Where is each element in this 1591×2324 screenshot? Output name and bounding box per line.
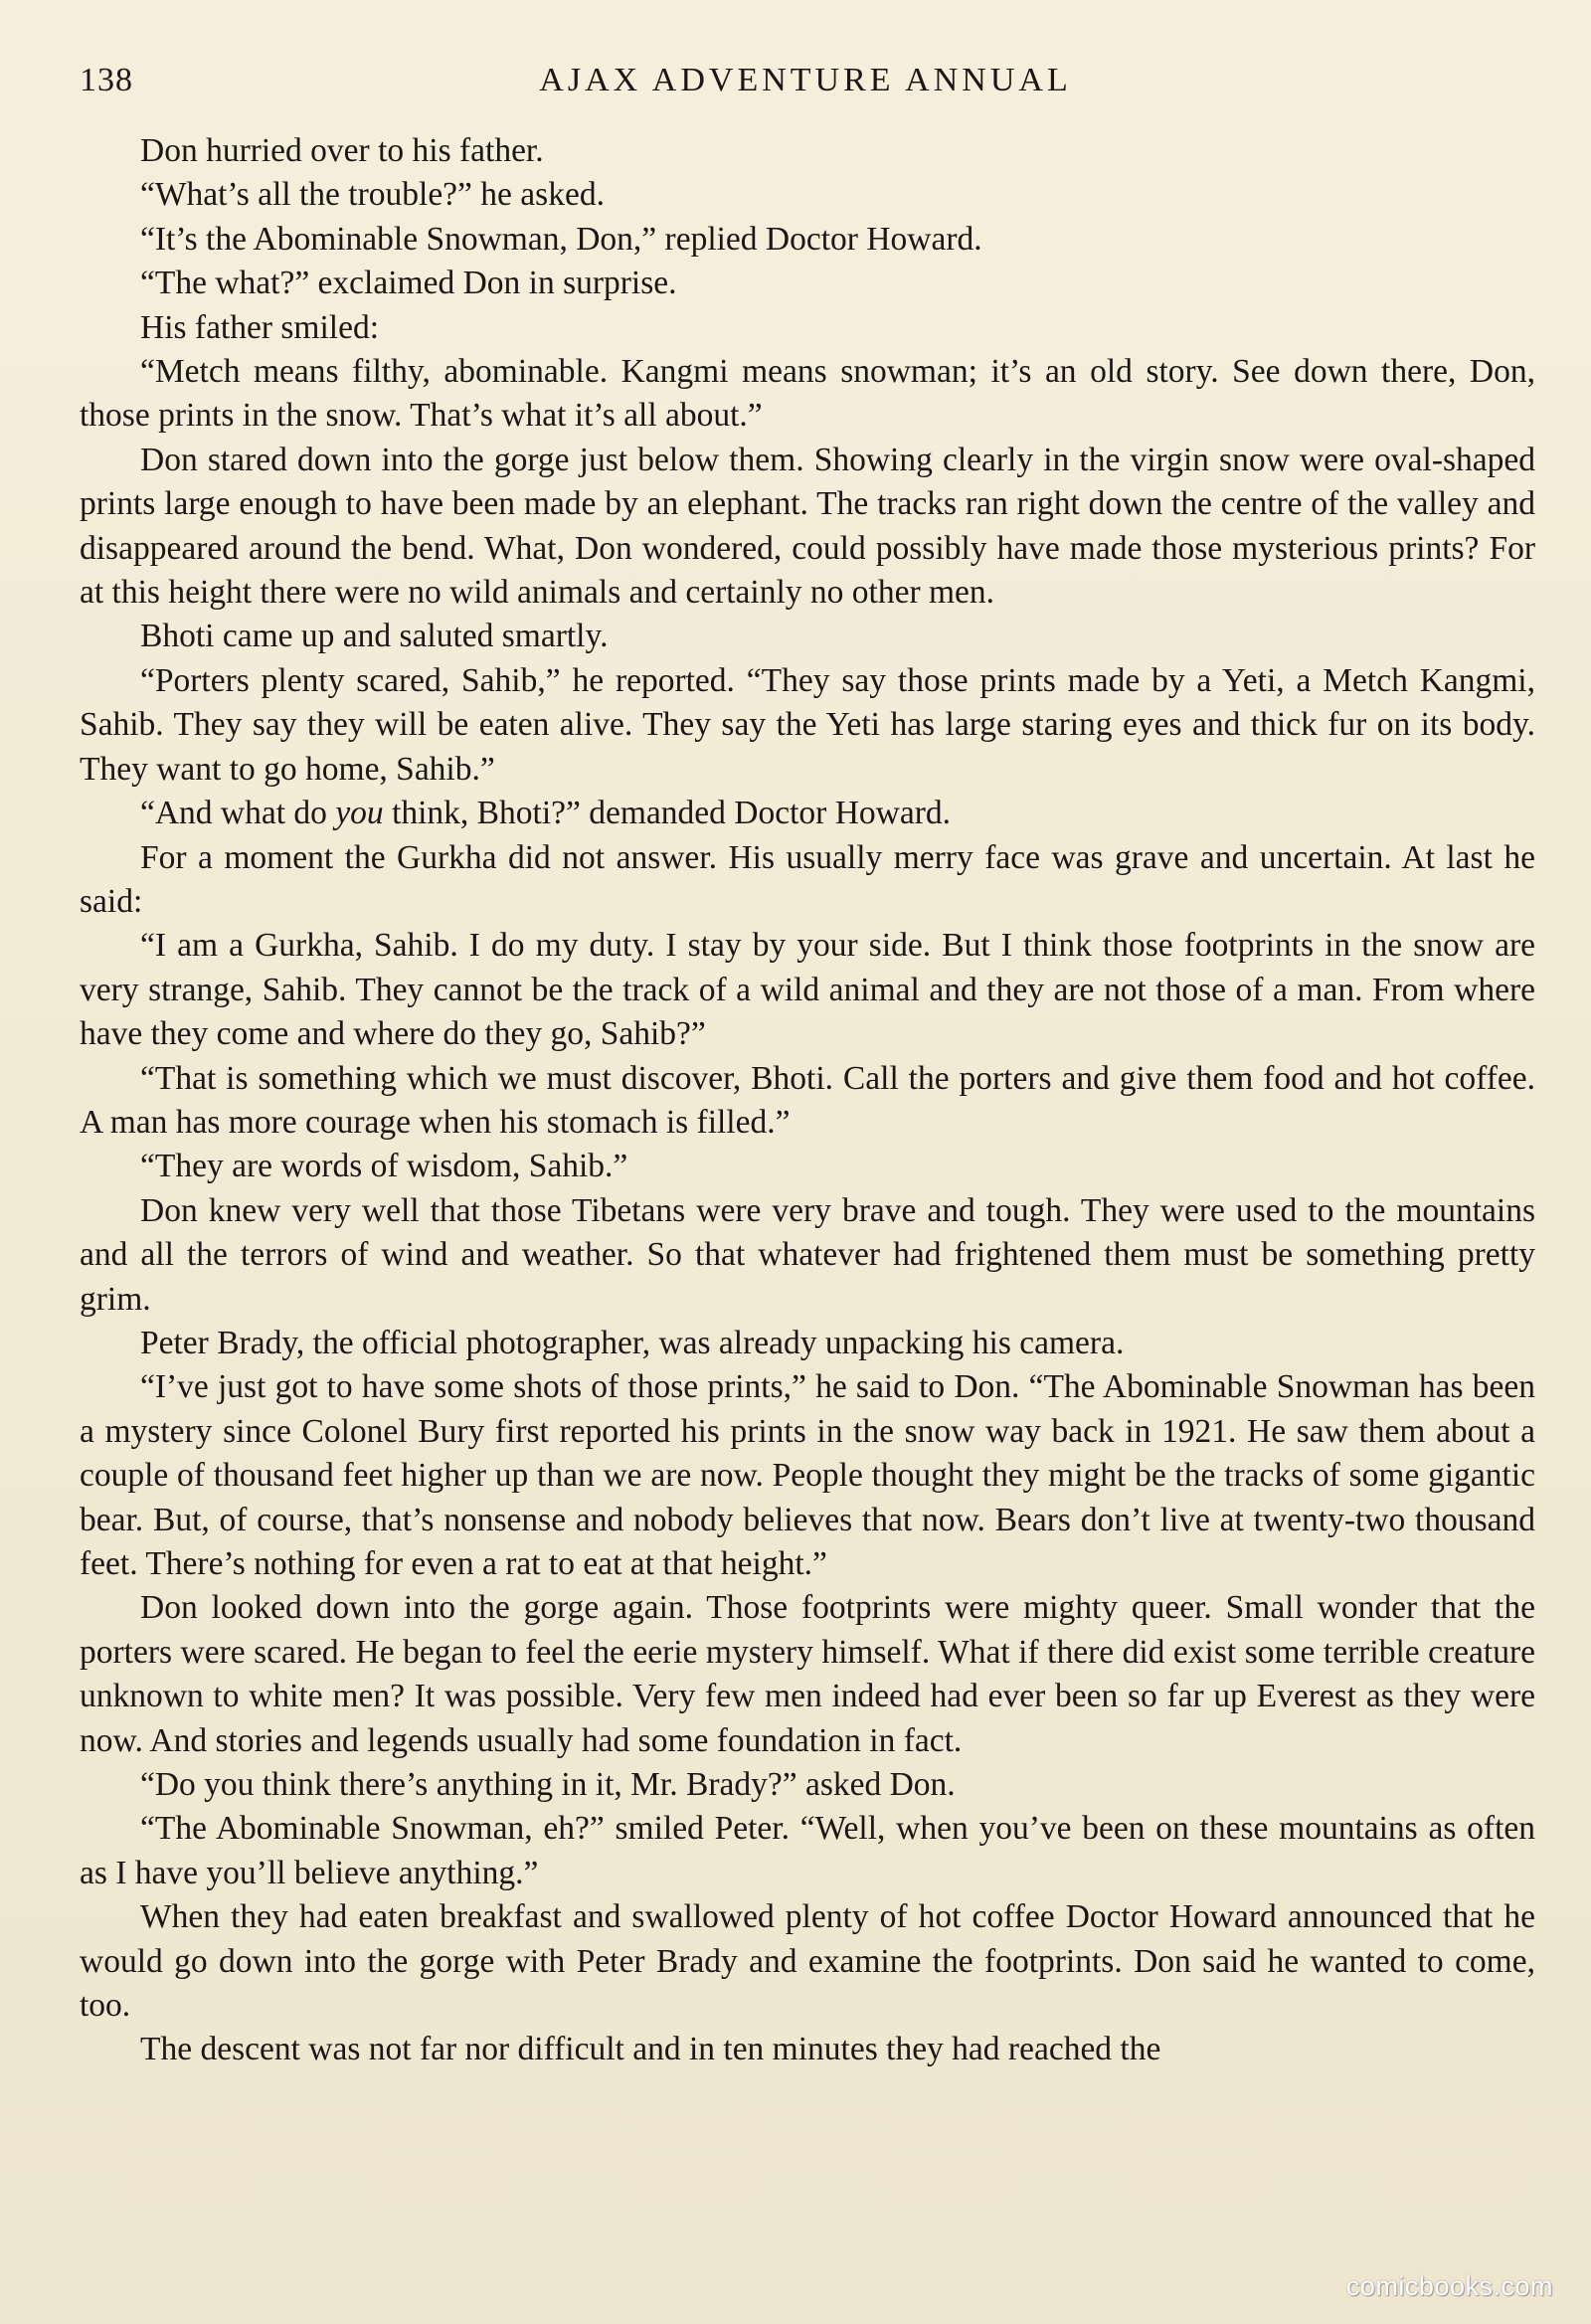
watermark: comicbooks.com	[1345, 2271, 1553, 2301]
paragraph: Bhoti came up and saluted smartly.	[140, 618, 609, 655]
paragraph: His father smiled:	[140, 308, 380, 346]
paragraph: Don looked down into the gorge again. Those footprints were mighty queer. Small wonder that the porters were scared. He began to feel the eerie mystery himself. What if there did exist some terrible creature unknown to white men? It was possible. Very few men indeed had ever been so far up Everest as they were now. And stories and legends usually had some foundation in fact.	[80, 1589, 1535, 1759]
paragraph-text: “And what do	[140, 795, 336, 832]
paragraph: “Do you think there’s anything in it, Mr. Brady?” asked Don.	[140, 1766, 956, 1804]
paragraph: Don knew very well that those Tibetans were very brave and tough. They were used to the mountains and all the terrors of wind and weather. So that whatever had frightened them must be something pretty grim.	[80, 1191, 1535, 1318]
running-head: AJAX ADVENTURE ANNUAL	[539, 62, 1072, 98]
paragraph	[80, 792, 1535, 835]
emphasis-text: you	[335, 795, 384, 832]
paragraph: The descent was not far nor difficult and in ten minutes they had reached the	[140, 2031, 1161, 2068]
paragraph: “It’s the Abominable Snowman, Don,” replied Doctor Howard.	[140, 220, 982, 258]
paragraph: “That is something which we must discover, Bhoti. Call the porters and give them food and hot coffee. A man has more courage when his stomach is filled.”	[80, 1059, 1535, 1141]
paragraph-text: think, Bhoti?” demanded Doctor Howard.	[383, 795, 951, 832]
page-header	[80, 62, 1531, 111]
paragraph: “The what?” exclaimed Don in surprise.	[140, 265, 677, 302]
page-number: 138	[80, 62, 133, 98]
body-text	[80, 129, 1535, 2072]
paragraph: “What’s all the trouble?” he asked.	[140, 176, 605, 214]
paragraph: Peter Brady, the official photographer, was already unpacking his camera.	[140, 1324, 1125, 1361]
paragraph: “Porters plenty scared, Sahib,” he reported. “They say those prints made by a Yeti, a Metch Kangmi, Sahib. They say they will be eaten alive. They say the Yeti has large staring eyes and thick fur on its body. They want to go home, Sahib.”	[80, 661, 1535, 788]
paragraph: For a moment the Gurkha did not answer. His usually merry face was grave and uncertain. At last he said:	[80, 838, 1535, 920]
paragraph: “They are words of wisdom, Sahib.”	[140, 1148, 628, 1185]
paragraph: Don hurried over to his father.	[140, 132, 544, 169]
paragraph: “The Abominable Snowman, eh?” smiled Peter. “Well, when you’ve been on these mountains as often as I have you’ll believe anything.”	[80, 1810, 1535, 1891]
paragraph: “I am a Gurkha, Sahib. I do my duty. I stay by your side. But I think those footprints in the snow are very strange, Sahib. They cannot be the track of a wild animal and they are not those of a man. From where have they come and where do they go, Sahib?”	[80, 927, 1535, 1053]
paragraph: Don stared down into the gorge just below them. Showing clearly in the virgin snow were oval-shaped prints large enough to have been made by an elephant. The tracks ran right down the centre of the valley and disappeared around the bend. What, Don wondered, could possibly have made those mysterious prints? For at this height there were no wild animals and certainly no other men.	[80, 441, 1535, 612]
paragraph: “Metch means filthy, abominable. Kangmi means snowman; it’s an old story. See down there, Don, those prints in the snow. That’s what it’s all about.”	[80, 353, 1535, 435]
paragraph: “I’ve just got to have some shots of those prints,” he said to Don. “The Abominable Snowman has been a mystery since Colonel Bury first reported his prints in the snow way back in 1921. He saw them about a couple of thousand feet higher up than we are now. People thought they might be the tracks of some gigantic bear. But, of course, that’s nonsense and nobody believes that now. Bears don’t live at twenty-two thousand feet. There’s nothing for even a rat to eat at that height.”	[80, 1368, 1535, 1582]
paragraph: When they had eaten breakfast and swallowed plenty of hot coffee Doctor Howard announced that he would go down into the gorge with Peter Brady and examine the footprints. Don said he wanted to come, too.	[80, 1898, 1535, 2025]
